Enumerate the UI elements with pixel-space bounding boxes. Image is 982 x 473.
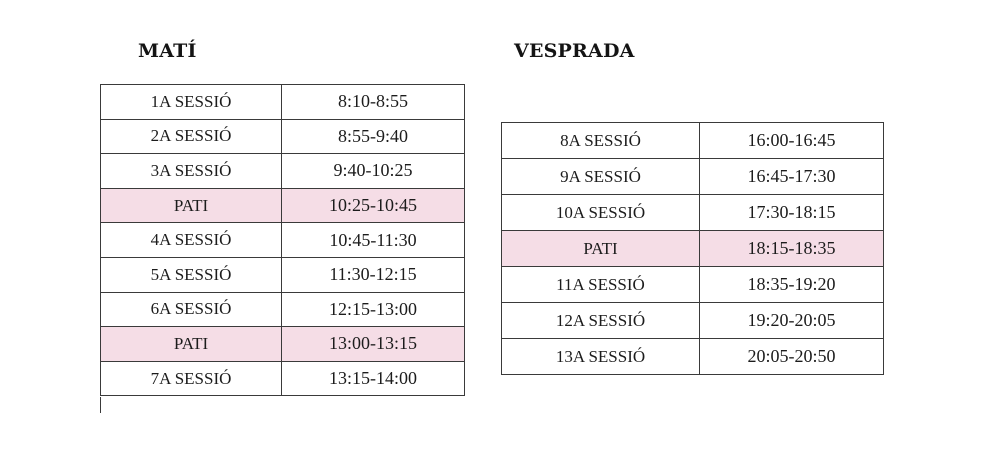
session-row xyxy=(101,257,465,292)
time-range: 10:25-10:45 xyxy=(282,188,465,223)
table-border-extension xyxy=(100,397,101,413)
session-row xyxy=(502,303,884,339)
time-range: 20:05-20:50 xyxy=(700,339,884,375)
session-label: 3A SESSIÓ xyxy=(101,154,282,189)
time-range: 8:55-9:40 xyxy=(282,119,465,154)
session-row xyxy=(101,223,465,258)
session-row xyxy=(101,119,465,154)
session-label: 1A SESSIÓ xyxy=(101,85,282,120)
session-row xyxy=(502,195,884,231)
session-row xyxy=(502,159,884,195)
session-label: 12A SESSIÓ xyxy=(502,303,700,339)
break-label: PATI xyxy=(502,231,700,267)
session-label: 7A SESSIÓ xyxy=(101,361,282,396)
session-label: 13A SESSIÓ xyxy=(502,339,700,375)
break-row xyxy=(101,188,465,223)
afternoon-schedule-table xyxy=(501,122,884,375)
session-label: 4A SESSIÓ xyxy=(101,223,282,258)
time-range: 19:20-20:05 xyxy=(700,303,884,339)
session-row xyxy=(502,267,884,303)
session-row xyxy=(101,154,465,189)
time-range: 16:45-17:30 xyxy=(700,159,884,195)
time-range: 17:30-18:15 xyxy=(700,195,884,231)
time-range: 13:15-14:00 xyxy=(282,361,465,396)
morning-schedule-body xyxy=(101,85,465,396)
time-range: 8:10-8:55 xyxy=(282,85,465,120)
time-range: 12:15-13:00 xyxy=(282,292,465,327)
break-label: PATI xyxy=(101,327,282,362)
time-range: 13:00-13:15 xyxy=(282,327,465,362)
session-row xyxy=(101,292,465,327)
session-row xyxy=(101,361,465,396)
time-range: 10:45-11:30 xyxy=(282,223,465,258)
session-label: 2A SESSIÓ xyxy=(101,119,282,154)
afternoon-heading: VESPRADA xyxy=(514,40,635,62)
time-range: 11:30-12:15 xyxy=(282,257,465,292)
session-label: 10A SESSIÓ xyxy=(502,195,700,231)
session-row xyxy=(101,85,465,120)
session-label: 8A SESSIÓ xyxy=(502,123,700,159)
session-label: 11A SESSIÓ xyxy=(502,267,700,303)
session-row xyxy=(502,123,884,159)
time-range: 18:35-19:20 xyxy=(700,267,884,303)
break-row xyxy=(101,327,465,362)
morning-schedule-table xyxy=(100,84,465,396)
morning-heading: MATÍ xyxy=(138,40,197,62)
break-label: PATI xyxy=(101,188,282,223)
session-row xyxy=(502,339,884,375)
session-label: 9A SESSIÓ xyxy=(502,159,700,195)
session-label: 6A SESSIÓ xyxy=(101,292,282,327)
afternoon-schedule-body xyxy=(502,123,884,375)
session-label: 5A SESSIÓ xyxy=(101,257,282,292)
time-range: 18:15-18:35 xyxy=(700,231,884,267)
time-range: 9:40-10:25 xyxy=(282,154,465,189)
break-row xyxy=(502,231,884,267)
time-range: 16:00-16:45 xyxy=(700,123,884,159)
